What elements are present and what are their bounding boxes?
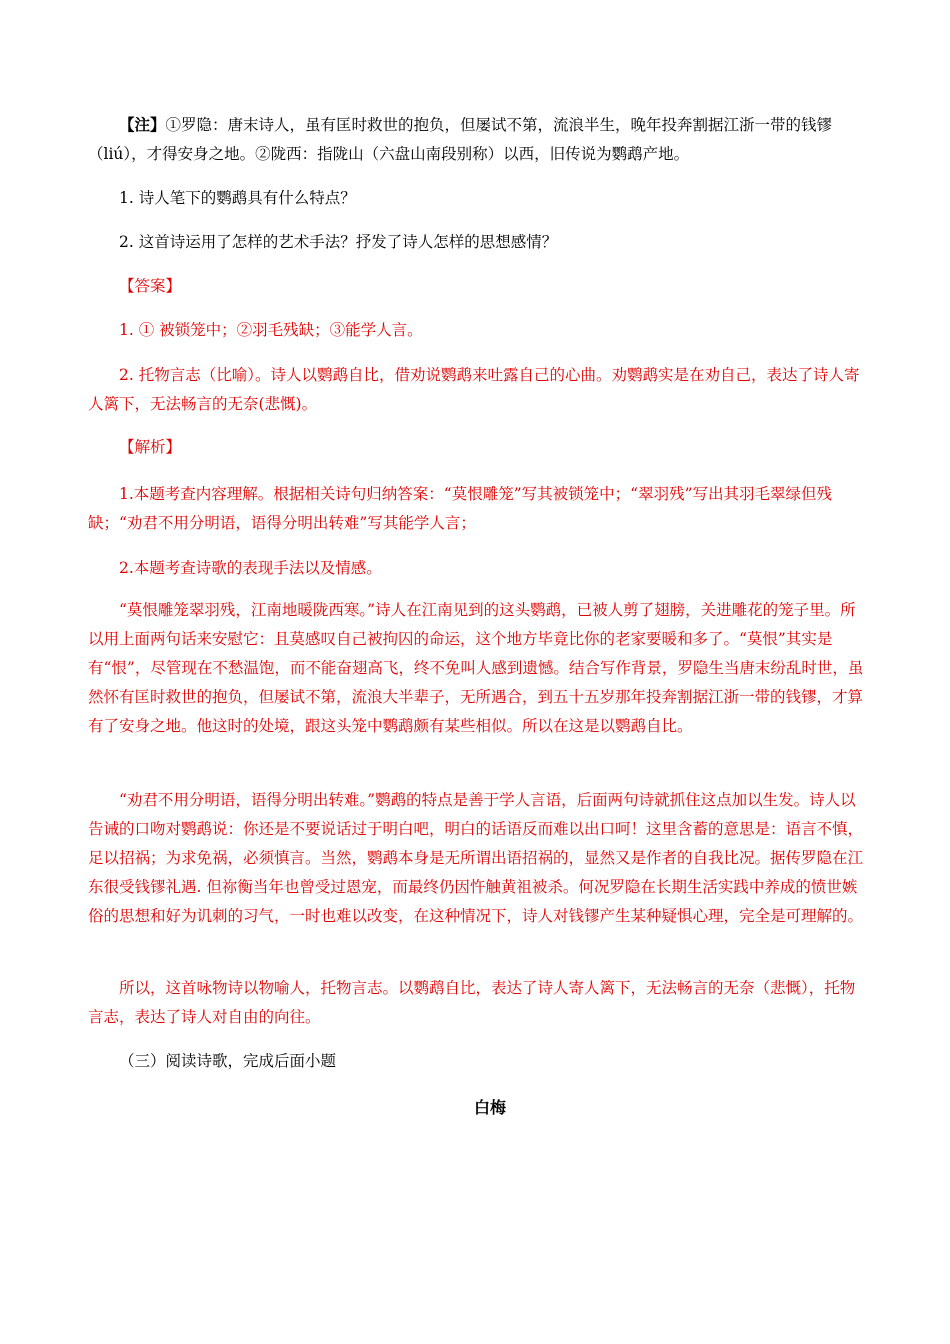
analysis-paragraph-1: 1.本题考查内容理解。根据相关诗句归纳答案：“莫恨雕笼”写其被锁笼中；“翠羽残”写出其羽毛翠绿但残缺；“劝君不用分明语，语得分明出转难”写其能学人言； <box>88 485 832 532</box>
analysis-paragraph-2: 2.本题考查诗歌的表现手法以及情感。 <box>119 559 382 577</box>
answer-heading: 【答案】 <box>119 277 182 295</box>
analysis-paragraph-3: “莫恨雕笼翠羽残，江南地暖陇西寒。”诗人在江南见到的这头鹦鹉，已被人剪了翅膀，关进雕花的笼子里。所以用上面两句话来安慰它：且莫感叹自己被拘囚的命运，这个地方毕竟比你的老家要暖和多了。“莫恨”其实是有“恨”，尽管现在不愁温饱，而不能奋翅高飞，终不免叫人感到遗憾。结合写作背景，罗隐生当唐末纷乱时世，虽然怀有匡时救世的抱负，但屡试不第，流浪大半辈子，无所遇合，到五十五岁那年投奔割据江浙一带的钱镠，才算有了安身之地。他这时的处境，跟这头笼中鹦鹉颇有某些相似。所以在这是以鹦鹉自比。 <box>88 601 864 735</box>
answer-item-2: 2. 托物言志（比喻）。诗人以鹦鹉自比，借劝说鹦鹉来吐露自己的心曲。劝鹦鹉实是在劝自己，表达了诗人寄人篱下，无法畅言的无奈(悲慨)。 <box>88 366 860 413</box>
poem-title: 白梅 <box>473 1098 506 1117</box>
question-1: 1. 诗人笔下的鹦鹉具有什么特点？ <box>119 189 356 207</box>
analysis-paragraph-5: 所以，这首咏物诗以物喻人，托物言志。以鹦鹉自比，表达了诗人寄人篱下，无法畅言的无奈（悲慨），托物言志，表达了诗人对自由的向往。 <box>88 979 856 1026</box>
analysis-heading: 【解析】 <box>119 438 182 456</box>
question-2: 2. 这首诗运用了怎样的艺术手法？抒发了诗人怎样的思想感情？ <box>119 233 558 251</box>
note-text: ①罗隐：唐末诗人，虽有匡时救世的抱负，但屡试不第，流浪半生，晚年投奔割据江浙一带的钱镠（liú），才得安身之地。②陇西：指陇山（六盘山南段别称）以西，旧传说为鹦鹉产地。 <box>88 116 833 163</box>
analysis-paragraph-4: “劝君不用分明语，语得分明出转难。”鹦鹉的特点是善于学人言语，后面两句诗就抓住这点加以生发。诗人以告诫的口吻对鹦鹉说：你还是不要说话过于明白吧，明白的话语反而难以出口呵！这里含蓄的意思是：语言不慎，足以招祸；为求免祸，必须慎言。当然，鹦鹉本身是无所谓出语招祸的，显然又是作者的自我比况。据传罗隐在江东很受钱镠礼遇. 但祢衡当年也曾受过恩宠，而最终仍因忤触黄祖被杀。何况罗隐在长期生活实践中养成的愤世嫉俗的思想和好为讥刺的习气，一时也难以改变，在这种情况下，诗人对钱镠产生某种疑惧心理，完全是可理解的。 <box>88 791 864 925</box>
note-paragraph <box>88 110 868 169</box>
section-instruction: （三）阅读诗歌，完成后面小题 <box>119 1052 337 1070</box>
answer-item-1: 1. ① 被锁笼中；②羽毛残缺；③能学人言。 <box>119 321 423 339</box>
note-tag: 【注】 <box>119 115 166 134</box>
